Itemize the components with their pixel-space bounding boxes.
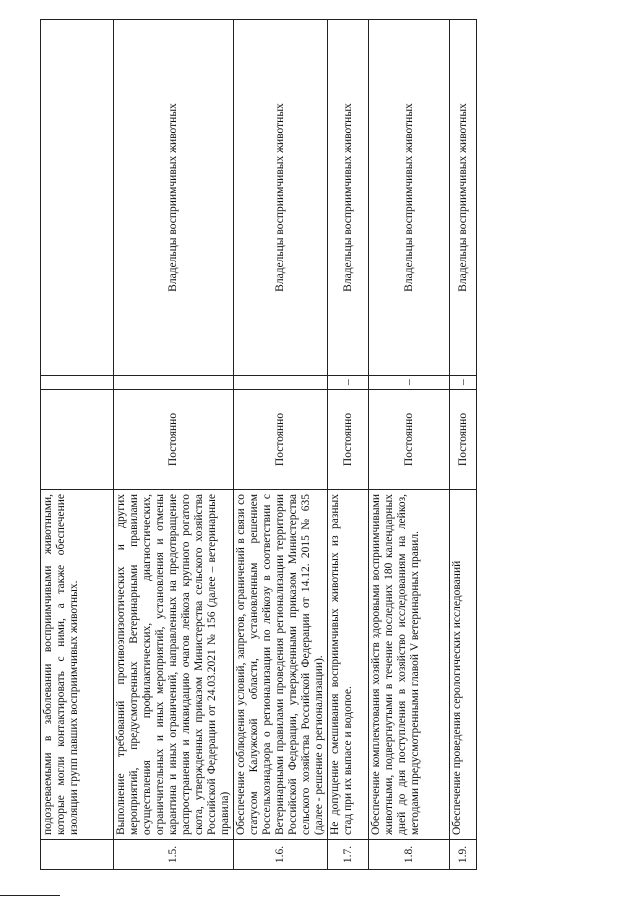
row-number: 1.8. [369, 840, 450, 870]
row-description: Обеспечение комплектования хозяйств здоровыми восприимчивыми животными, подвергнутыми в течение последних 180 календарных дней до дня поступления в хозяйство исследованиям на лейкоз, методами предусмотренными главой V ветеринарных правил. [369, 490, 450, 840]
row-description: Обеспечение соблюдения условий, запретов, ограничений в связи со статусом Калужской области, установленным решением Россельхознадзора о регионализации по лейкозу в соответствии с Ветеринарными правилами проведения регионализации территории Российской Федерации, утвержденными приказом Министерства сельского хозяйства Российской Федерации от 14.12. 2015 № 635 (далее - решение о регионализации). [234, 490, 328, 840]
row-responsible: Владельцы восприимчивых животных [369, 20, 450, 376]
row-term: Постоянно [369, 390, 450, 490]
row-description: Обеспечение проведения серологических исследований [450, 490, 477, 840]
table-row [41, 20, 114, 870]
row-dash: – [328, 376, 369, 390]
row-dash [234, 376, 328, 390]
table-row [114, 20, 234, 870]
table-row [369, 20, 450, 870]
row-number: 1.6. [234, 840, 328, 870]
row-responsible: Владельцы восприимчивых животных [450, 20, 477, 376]
rotated-table-wrapper [40, 20, 560, 870]
row-description: Выполнение требований противоэпизоотических и других мероприятий, предусмотренных Ветеринарными правилами осуществления профилактических, диагностических, ограничительных и иных мероприятий, установления и отмены карантина и иных ограничений, направленных на предотвращение распространения и ликвидацию очагов лейкоза крупного рогатого скота, утвержденных приказом Министерства сельского хозяйства Российской Федерации от 24.03.2021 № 156 (далее – ветеринарные правила) [114, 490, 234, 840]
row-number: 1.9. [450, 840, 477, 870]
row-dash [41, 376, 114, 390]
row-number: 1.7. [328, 840, 369, 870]
row-responsible: Владельцы восприимчивых животных [114, 20, 234, 376]
row-term: Постоянно [114, 390, 234, 490]
table-row [328, 20, 369, 870]
row-term [41, 390, 114, 490]
row-term: Постоянно [328, 390, 369, 490]
row-dash [114, 376, 234, 390]
measures-table [40, 19, 477, 870]
row-responsible: Владельцы восприимчивых животных [328, 20, 369, 376]
row-term: Постоянно [450, 390, 477, 490]
row-term: Постоянно [234, 390, 328, 490]
table-row [234, 20, 328, 870]
row-description: Не допущение смешивания восприимчивых животных из разных стад при их выпасе и водопое. [328, 490, 369, 840]
row-dash: – [450, 376, 477, 390]
row-description: подозреваемыми в заболевании восприимчивыми животными, которые могли контактировать с ними, а также обеспечение изоляции групп павших восприимчивых животных. [41, 490, 114, 840]
row-number: 1.5. [114, 840, 234, 870]
row-responsible: Владельцы восприимчивых животных [234, 20, 328, 376]
footnote-rule [0, 895, 60, 896]
row-number [41, 840, 114, 870]
row-responsible [41, 20, 114, 376]
row-dash: – [369, 376, 450, 390]
table-row [450, 20, 477, 870]
